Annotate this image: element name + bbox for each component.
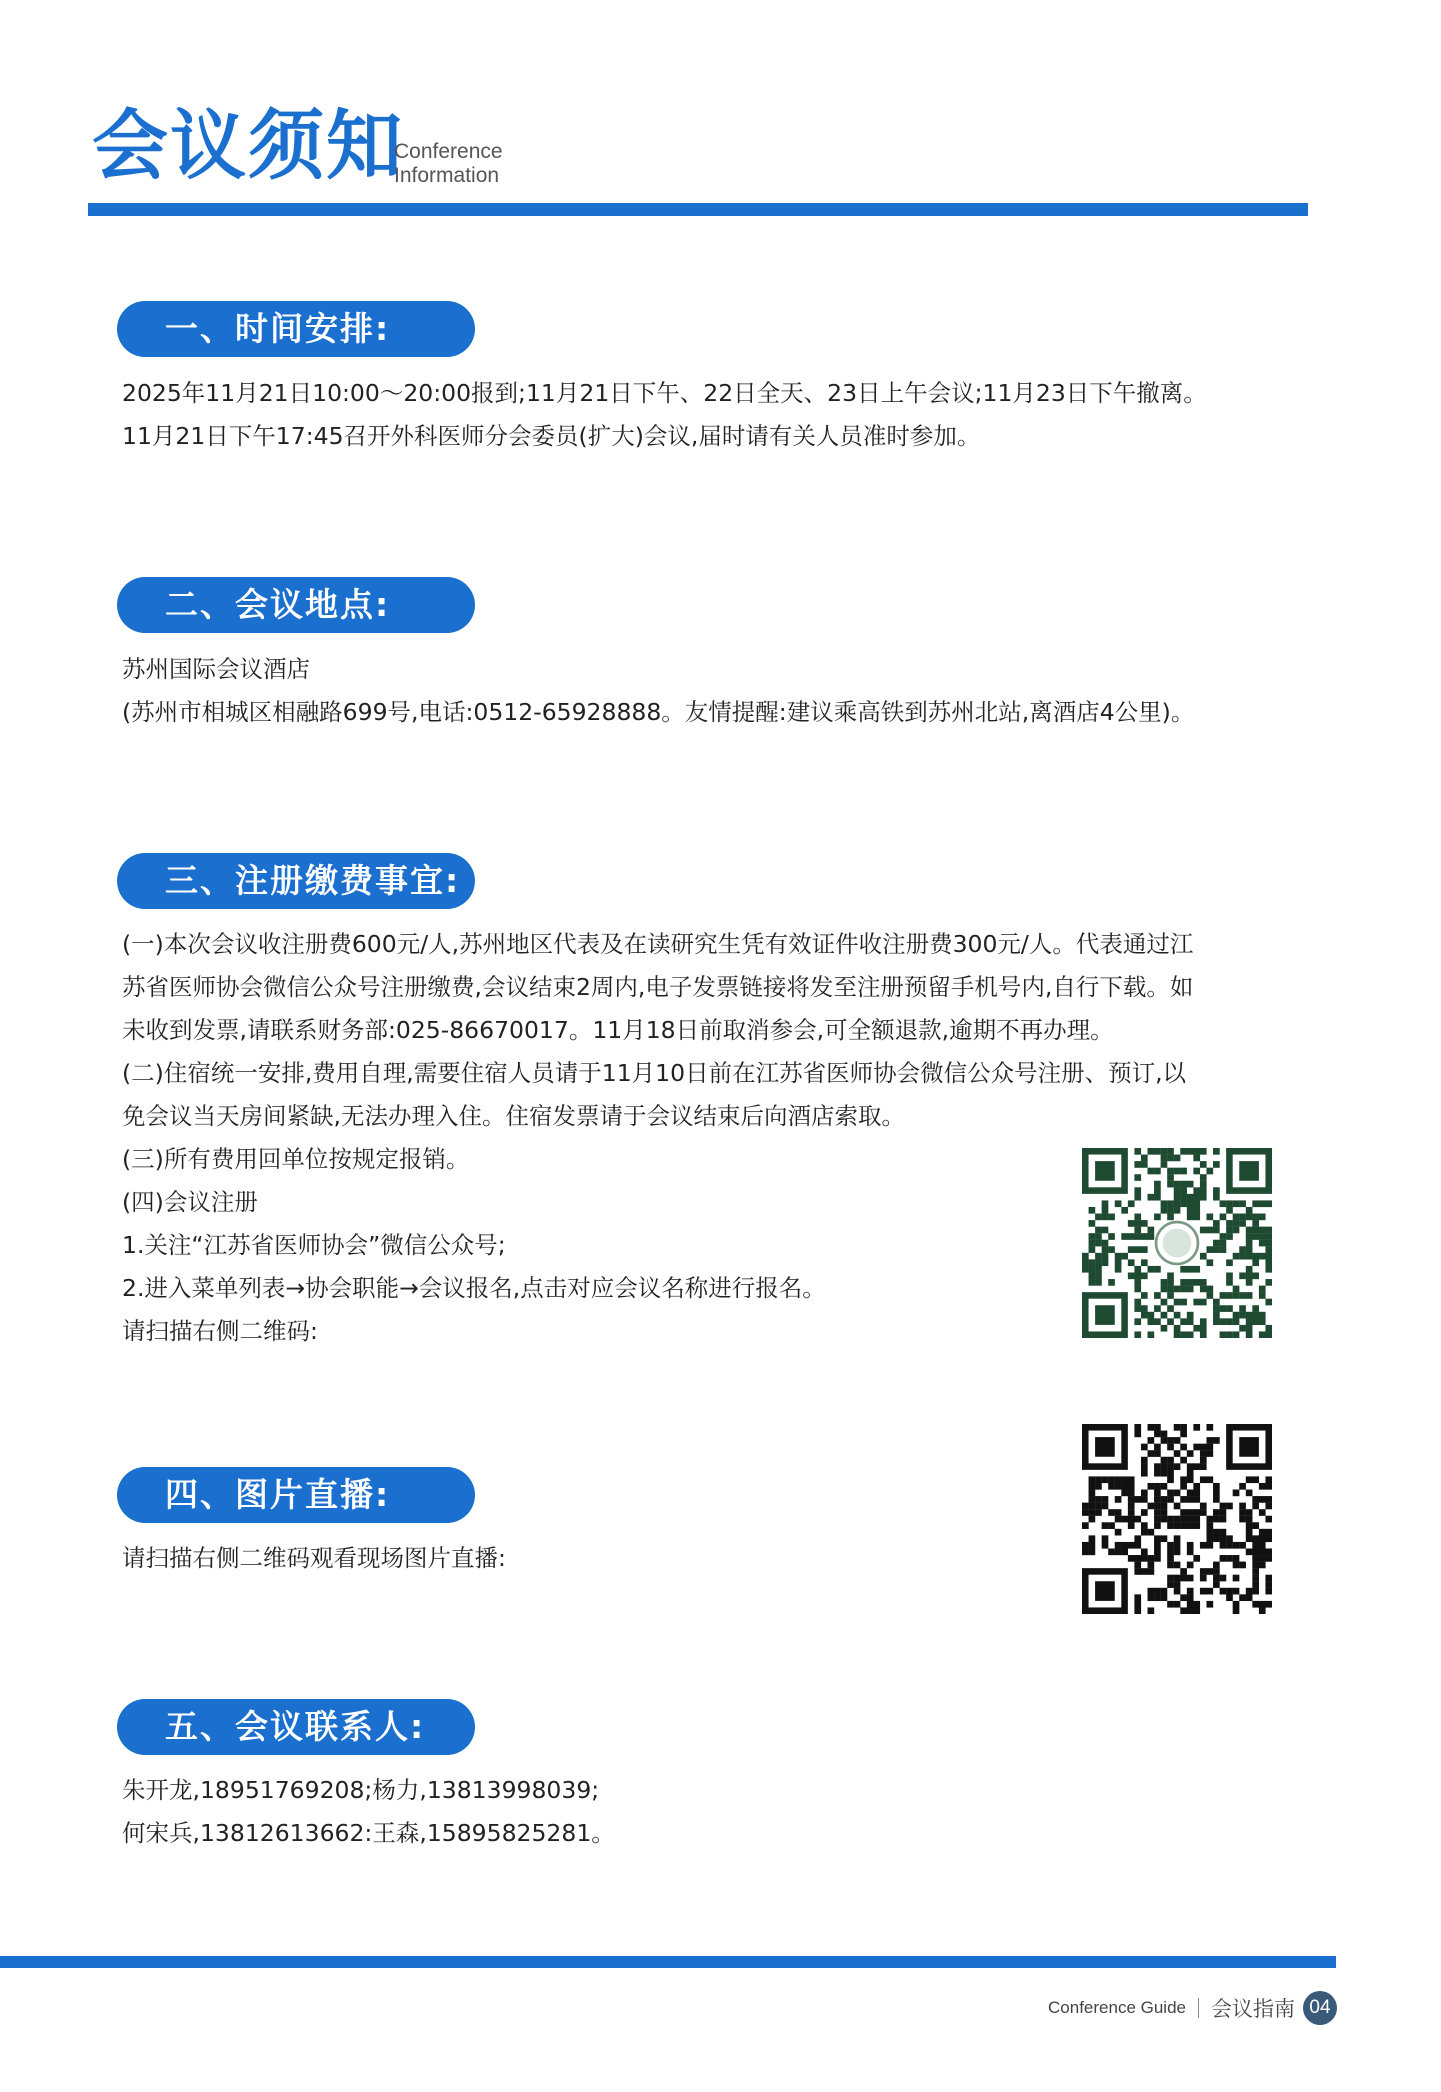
section-heading-schedule: 一、时间安排: [117,301,475,357]
photo-live-qr-code[interactable] [1082,1424,1272,1614]
text-line: 2.进入菜单列表→协会职能→会议报名,点击对应会议名称进行报名。 [122,1274,826,1302]
section-body-venue [122,648,1272,734]
text-line: 1.关注“江苏省医师协会”微信公众号; [122,1231,506,1259]
footer-separator [1198,1998,1199,2018]
header-divider [88,203,1308,216]
section-body-contacts [122,1769,1272,1855]
page-footer [1048,1990,1337,2026]
text-line: (二)住宿统一安排,费用自理,需要住宿人员请于11月10日前在江苏省医师协会微信公众号注册、预订,以 [122,1059,1187,1087]
section-heading-photo-live: 四、图片直播: [117,1467,475,1523]
subtitle-line-2: Information [394,164,500,187]
footer-guide-en: Conference Guide [1048,1998,1186,2017]
section-body-schedule [122,372,1272,458]
text-line: 请扫描右侧二维码: [122,1317,318,1345]
text-line: 未收到发票,请联系财务部:025-86670017。11月18日前取消参会,可全额退款,逾期不再办理。 [122,1016,1114,1044]
registration-qr-code[interactable] [1082,1148,1272,1338]
section-heading-venue: 二、会议地点: [117,577,475,633]
text-line: (四)会议注册 [122,1188,258,1216]
text-line: (苏州市相城区相融路699号,电话:0512-65928888。友情提醒:建议乘高铁到苏州北站,离酒店4公里)。 [122,698,1195,726]
page-title: 会议须知 [92,101,404,190]
section-heading-contacts: 五、会议联系人: [117,1699,475,1755]
text-line: 苏州国际会议酒店 [122,655,310,683]
text-line: 朱开龙,18951769208;杨力,13813998039; [122,1776,600,1804]
text-line: 请扫描右侧二维码观看现场图片直播: [122,1544,506,1572]
text-line: (三)所有费用回单位按规定报销。 [122,1145,470,1173]
text-line: 11月21日下午17:45召开外科医师分会委员(扩大)会议,届时请有关人员准时参加。 [122,422,981,450]
page-number-badge: 04 [1303,1991,1337,2025]
footer-guide-cn: 会议指南 [1211,1997,1295,2021]
text-line: (一)本次会议收注册费600元/人,苏州地区代表及在读研究生凭有效证件收注册费300元/人。代表通过江 [122,930,1194,958]
subtitle-line-1: Conference [394,140,503,163]
footer-divider [0,1956,1336,1968]
text-line: 2025年11月21日10:00～20:00报到;11月21日下午、22日全天、23日上午会议;11月23日下午撤离。 [122,379,1207,407]
section-heading-registration: 三、注册缴费事宜: [117,853,475,909]
text-line: 何宋兵,13812613662:王森,15895825281。 [122,1819,615,1847]
text-line: 免会议当天房间紧缺,无法办理入住。住宿发票请于会议结束后向酒店索取。 [122,1102,905,1130]
page-subtitle [394,140,503,188]
text-line: 苏省医师协会微信公众号注册缴费,会议结束2周内,电子发票链接将发至注册预留手机号内,自行下载。如 [122,973,1194,1001]
